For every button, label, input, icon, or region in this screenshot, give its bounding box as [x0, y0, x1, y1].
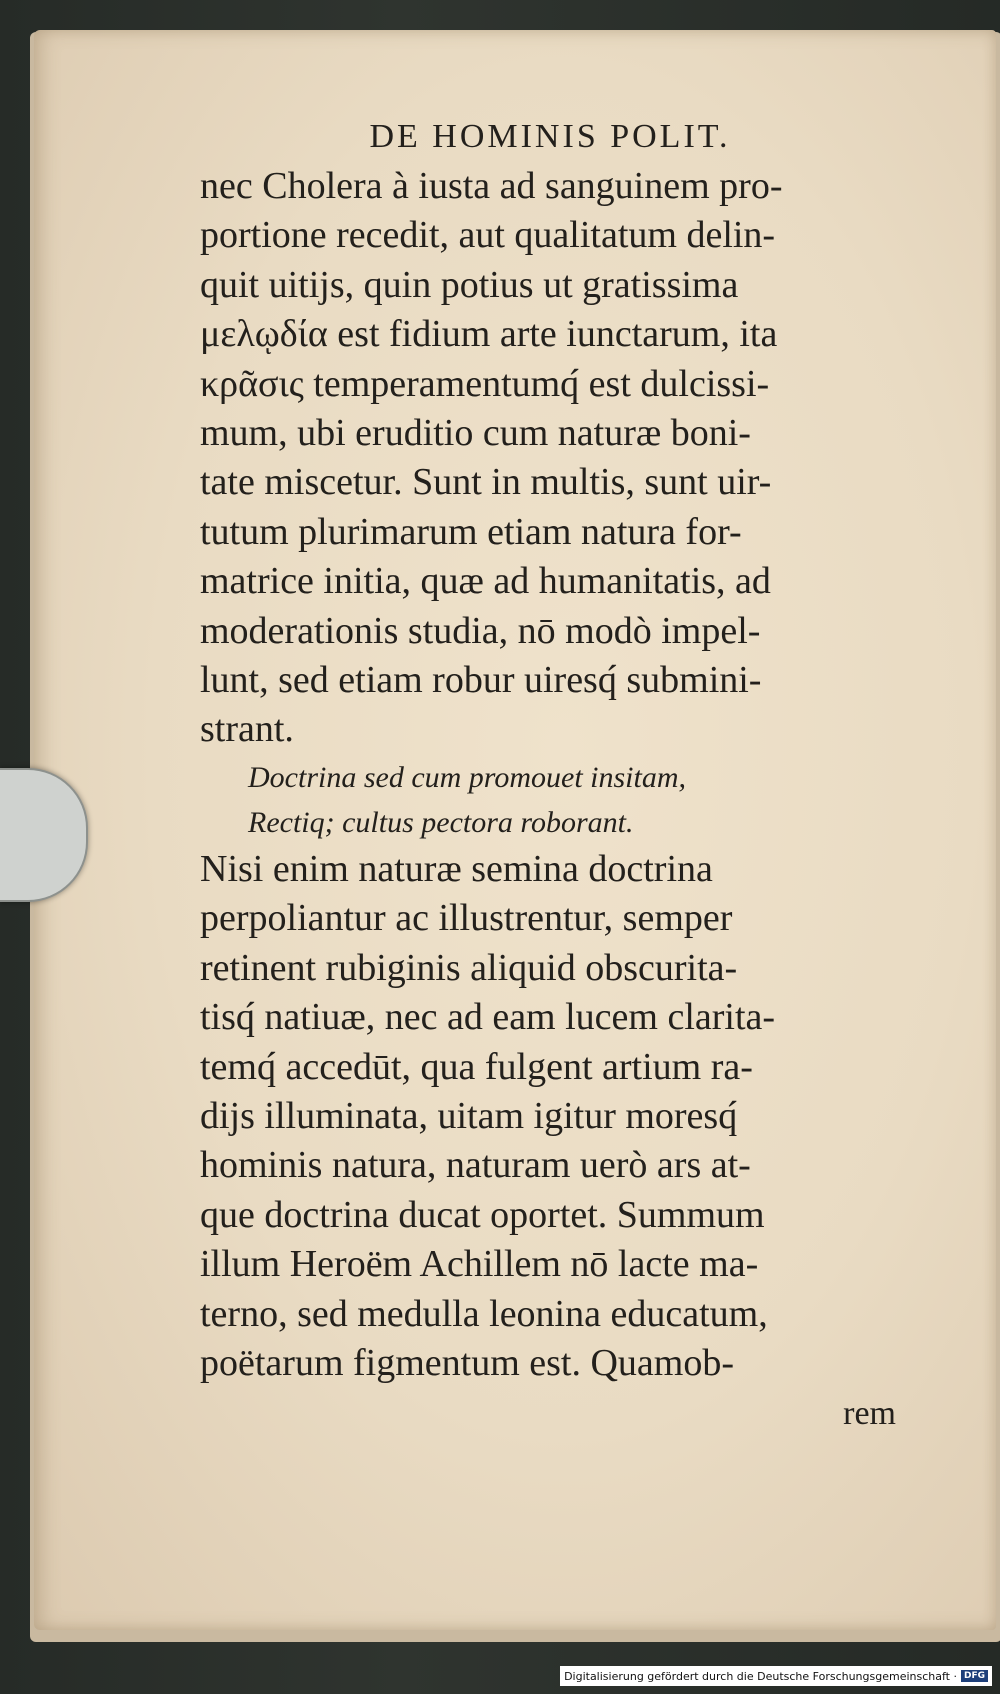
text-block — [200, 118, 920, 1440]
catchword: rem — [843, 1395, 896, 1433]
text-line: illum Heroëm Achillem nō lacte ma- — [200, 1243, 759, 1286]
text-line: terno, sed medulla leonina educatum, — [200, 1292, 768, 1335]
text-line: tate miscetur. Sunt in multis, sunt uir- — [200, 461, 772, 504]
text-line: dijs illuminata, uitam igitur moresq́ — [200, 1094, 738, 1137]
text-line: lunt, sed etiam robur uiresq́ submini- — [200, 659, 762, 702]
text-line: que doctrina ducat oportet. Summum — [200, 1193, 765, 1236]
text-line: strant. — [200, 708, 294, 751]
verse-quotation — [200, 755, 920, 845]
text-line: mum, ubi eruditio cum naturæ boni- — [200, 412, 751, 455]
text-line: nec Cholera à iusta ad sanguinem pro- — [200, 165, 783, 207]
digitization-credit — [560, 1666, 992, 1686]
text-line: portione recedit, aut qualitatum delin- — [200, 214, 776, 257]
credit-text: Digitalisierung gefördert durch die Deutsche Forschungsgemeinschaft · — [564, 1669, 957, 1683]
text-line: κρᾶσις temperamentumq́ est dulcissi- — [200, 362, 770, 405]
verse-line: Doctrina sed cum promouet insitam, — [248, 760, 687, 794]
text-line: tutum plurimarum etiam natura for- — [200, 510, 742, 553]
text-line: tisq́ natiuæ, nec ad eam lucem clarita- — [200, 996, 776, 1039]
running-head: DE HOMINIS POLIT. — [369, 118, 731, 155]
text-line: moderationis studia, nō modò impel- — [200, 609, 761, 652]
paragraph-2 — [200, 845, 920, 1388]
dfg-logo: DFG — [961, 1670, 988, 1682]
text-line: Nisi enim naturæ semina doctrina — [200, 847, 713, 890]
paragraph-1 — [200, 162, 920, 755]
text-line: matrice initia, quæ ad humanitatis, ad — [200, 560, 771, 603]
text-line: poëtarum figmentum est. Quamob- — [200, 1341, 734, 1384]
text-line: hominis natura, naturam uerò ars at- — [200, 1144, 751, 1187]
text-line: quit uitijs, quin potius ut gratissima — [200, 263, 739, 306]
text-line: perpoliantur ac illustrentur, semper — [200, 897, 733, 940]
text-line: μελῳδία est fidium arte iunctarum, ita — [200, 313, 778, 356]
verse-line: Rectiq; cultus pectora roborant. — [248, 805, 634, 839]
text-line: retinent rubiginis aliquid obscurita- — [200, 946, 738, 989]
text-line: temq́ accedūt, qua fulgent artium ra- — [200, 1045, 753, 1088]
